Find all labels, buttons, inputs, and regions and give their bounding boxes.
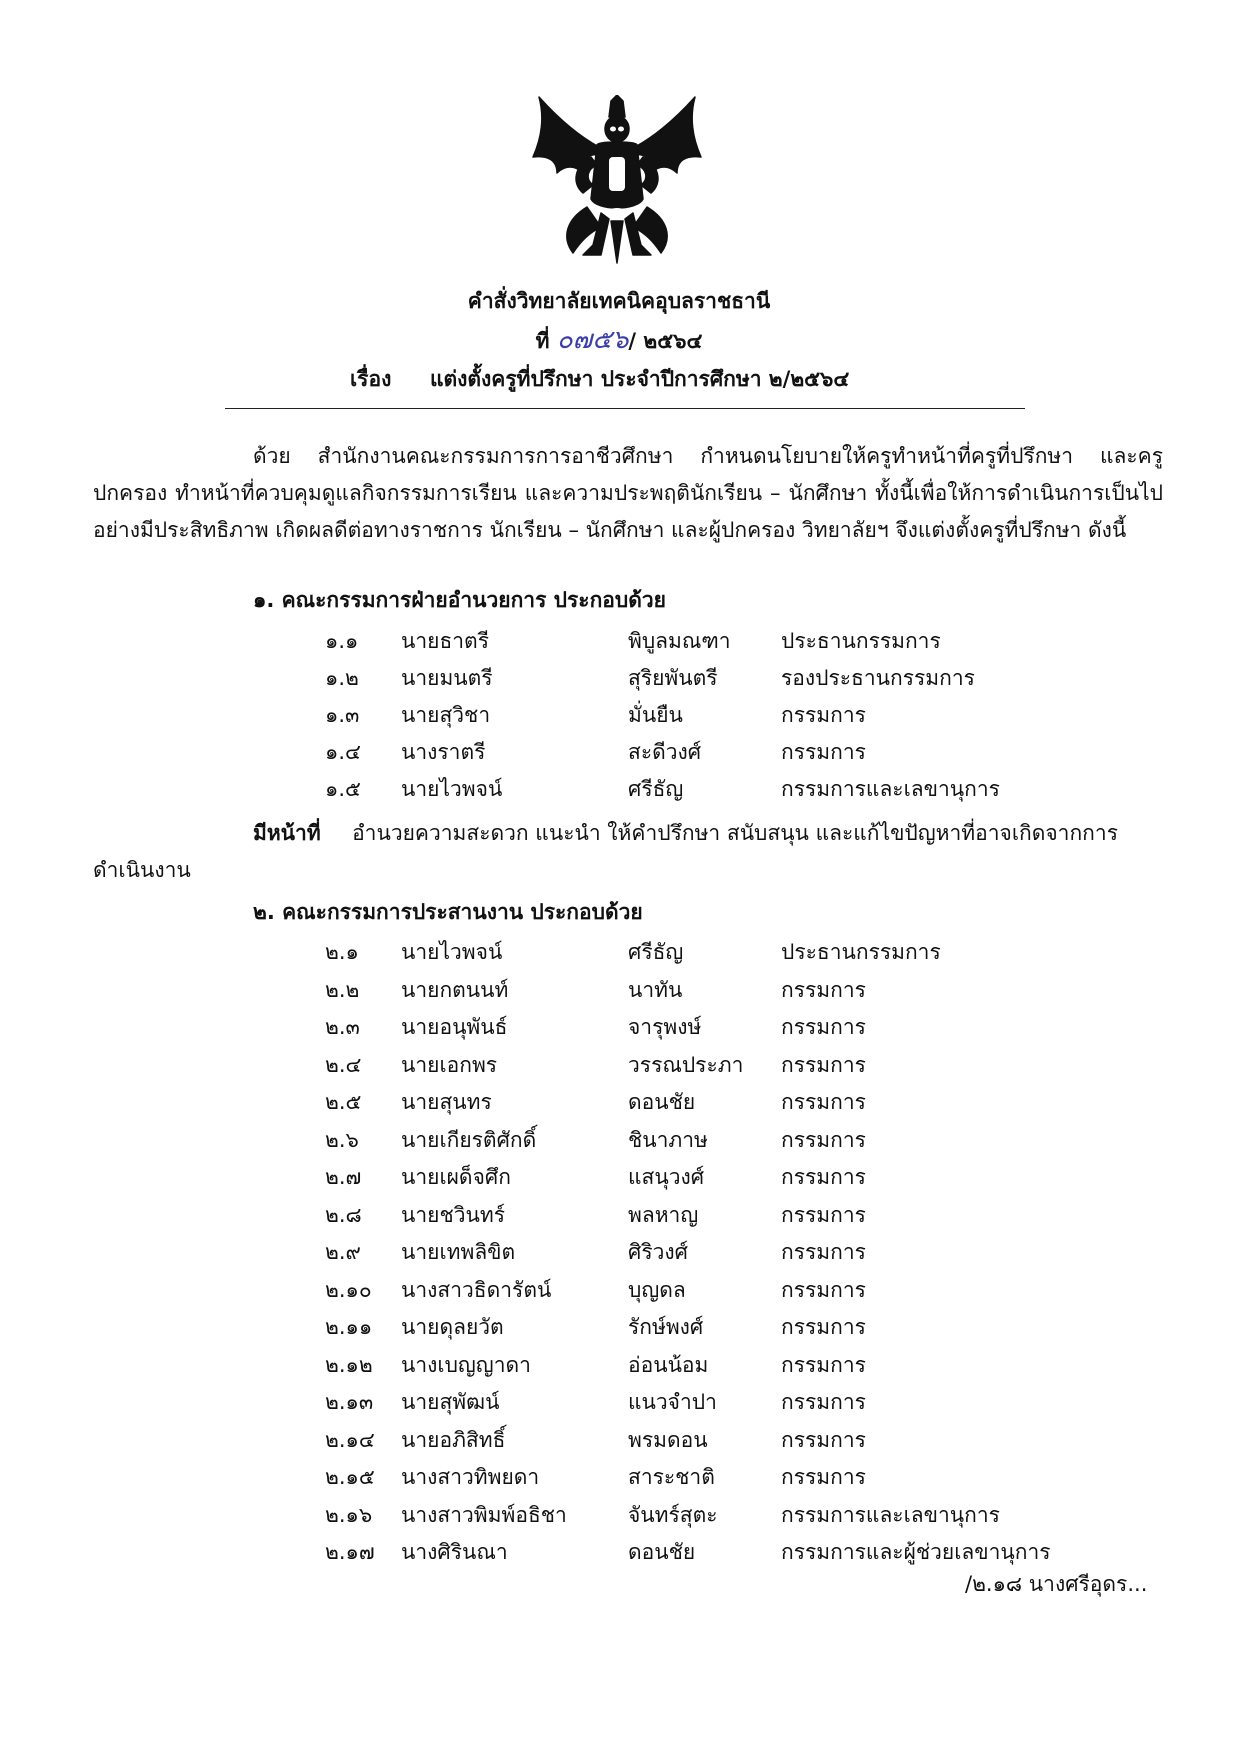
garuda-emblem: [527, 95, 707, 267]
subject-label: เรื่อง: [350, 367, 392, 391]
intro-paragraph: ด้วย สำนักงานคณะกรรมการการอาชีวศึกษา กำหนดนโยบายให้ครูทำหน้าที่ครูที่ปรึกษา และครูปกครอง ทำหน้าที่ควบคุมดูแลกิจกรรมการเรียน และความประพฤตินักเรียน – นักศึกษา ทั้งนี้เพื่อให้การดำเนินการเป็นไปอย่างมีประสิทธิภาพ เกิดผลดีต่อทางราชการ นักเรียน – นักศึกษา และผู้ปกครอง วิทยาลัยฯ จึงแต่งตั้งครูที่ปรึกษา ดังนี้: [93, 444, 1163, 542]
number-prefix: ที่: [535, 329, 550, 353]
section-2-heading: ๒. คณะกรรมการประสานงาน ประกอบด้วย: [253, 900, 643, 924]
document-number: [0, 325, 1238, 356]
continuation-note: /๒.๑๘ นางศรีอุดร...: [965, 1572, 1148, 1596]
duty-label: มีหน้าที่: [253, 821, 321, 845]
duty-continue: ดำเนินงาน: [93, 858, 191, 882]
document-title: คำสั่งวิทยาลัยเทคนิคอุบลราชธานี: [467, 289, 771, 313]
subject-line: [350, 364, 849, 394]
subject-text: แต่งตั้งครูที่ปรึกษา ประจำปีการศึกษา ๒/๒๕๖๔: [429, 367, 850, 391]
duty-text: อำนวยความสะดวก แนะนำ ให้คำปรึกษา สนับสนุน และแก้ไขปัญหาที่อาจเกิดจากการ: [352, 821, 1118, 845]
section-1-heading: ๑. คณะกรรมการฝ่ายอำนวยการ ประกอบด้วย: [253, 588, 666, 612]
section-1-duty: [253, 818, 1118, 848]
handwritten-number: ๐๗๕๖: [556, 325, 629, 355]
number-suffix: / ๒๕๖๔: [628, 329, 703, 353]
header-divider: [225, 408, 1025, 409]
